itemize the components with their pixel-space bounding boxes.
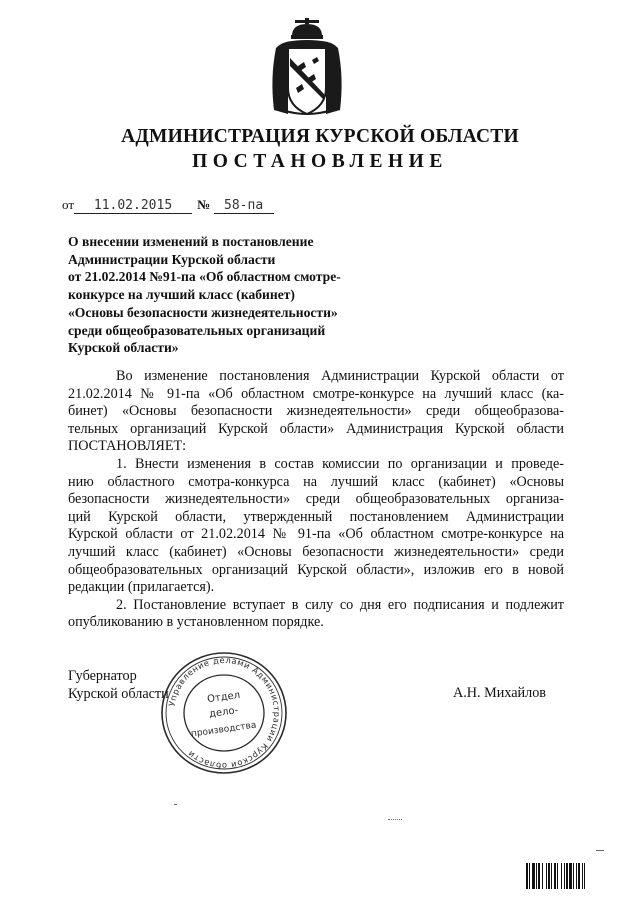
barcode-bar (546, 863, 547, 889)
scan-mark (174, 804, 177, 805)
signer-position-line: Губернатор (68, 668, 137, 684)
document-body (68, 368, 564, 632)
subject-line: Курской области» (68, 340, 179, 356)
barcode-bar (576, 863, 577, 889)
body-line: нию областного смотра-конкурса на лучший класс (кабинет) «Основы (68, 473, 564, 490)
body-line: опубликованию в установленном порядке. (68, 614, 324, 631)
barcode-bar (566, 863, 568, 889)
body-line: 2. Постановление вступает в силу со дня его подписания и подлежит (116, 596, 564, 613)
stamp-center-line: Отдел (206, 689, 241, 706)
document-number (214, 198, 274, 214)
stamp-ring-text: Управление делами Администрации Курской области (166, 654, 283, 772)
document-date-value: 11.02.2015 (93, 198, 173, 213)
scan-mark (388, 819, 402, 820)
stamp-center-line: производства (190, 720, 257, 740)
coat-of-arms-emblem (268, 18, 346, 118)
subject-line: «Основы безопасности жизнедеятельности» (68, 304, 338, 320)
subject-line: среди общеобразовательных организаций (68, 322, 326, 338)
body-line: ций Курской области, утвержденный постановлением Администрации (68, 508, 564, 525)
document-number-value: 58-па (224, 198, 264, 213)
barcode-bar (532, 863, 535, 889)
signer-name: А.Н. Михайлов (453, 685, 547, 701)
number-sign: № (197, 197, 211, 212)
body-line: тельных организаций Курской области» Администрация Курской области (68, 420, 564, 437)
body-line: лучший класс (кабинет) «Основы безопасности жизнедеятельности» среди (68, 543, 564, 560)
subject-line: конкурсе на лучший класс (кабинет) (68, 287, 295, 303)
subject-line: О внесении изменений в постановление (68, 234, 314, 249)
barcode-bar (529, 863, 530, 889)
subject-line: Администрации Курской области (68, 251, 276, 267)
signer-position (68, 668, 169, 703)
barcode-bar (573, 863, 574, 889)
document-subject (68, 233, 398, 357)
body-line: 1. Внести изменения в состав комиссии по организации и проведе- (116, 455, 564, 472)
barcode-bar (582, 863, 583, 889)
barcode (526, 863, 618, 889)
organization-title: АДМИНИСТРАЦИЯ КУРСКОЙ ОБЛАСТИ (121, 126, 519, 147)
document-date (74, 198, 192, 214)
body-line: редакции (прилагается). (68, 579, 215, 596)
office-stamp (160, 650, 288, 776)
body-line: бинет) «Основы безопасности жизнедеятельности» среди общеобразова- (68, 403, 564, 420)
body-line: общеобразовательных организаций Курской области», изложив его в новой (68, 561, 564, 578)
body-line: Во изменение постановления Администрации Курской области от (116, 368, 564, 384)
barcode-bar (561, 863, 562, 889)
barcode-bar (554, 863, 556, 889)
body-line: ПОСТАНОВЛЯЕТ: (68, 438, 187, 455)
body-line: Курской области от 21.02.2014 № 91-па «Об областном смотре-конкурсе на (68, 526, 564, 543)
barcode-bar (542, 863, 543, 889)
subject-line: от 21.02.2014 №91-па «Об областном смотре- (68, 269, 341, 285)
barcode-bar (536, 863, 537, 889)
barcode-bar (569, 863, 572, 889)
barcode-bar (551, 863, 552, 889)
document-type-heading: ПОСТАНОВЛЕНИЕ (192, 151, 448, 172)
barcode-bar (526, 863, 528, 889)
date-number-line (62, 197, 274, 214)
body-line: безопасности жизнедеятельности» среди общеобразовательных организа- (68, 491, 564, 508)
barcode-bar (548, 863, 550, 889)
stamp-center-line: дело- (208, 705, 239, 721)
barcode-bar (538, 863, 540, 889)
barcode-bar (584, 863, 585, 889)
scan-mark (596, 850, 604, 851)
body-line: 21.02.2014 № 91-па «Об областном смотре-конкурсе на лучший класс (ка- (68, 385, 564, 402)
barcode-bar (564, 863, 565, 889)
barcode-bar (557, 863, 558, 889)
signer-position-line: Курской области (68, 685, 169, 702)
barcode-bar (578, 863, 580, 889)
date-prefix: от (62, 197, 75, 212)
